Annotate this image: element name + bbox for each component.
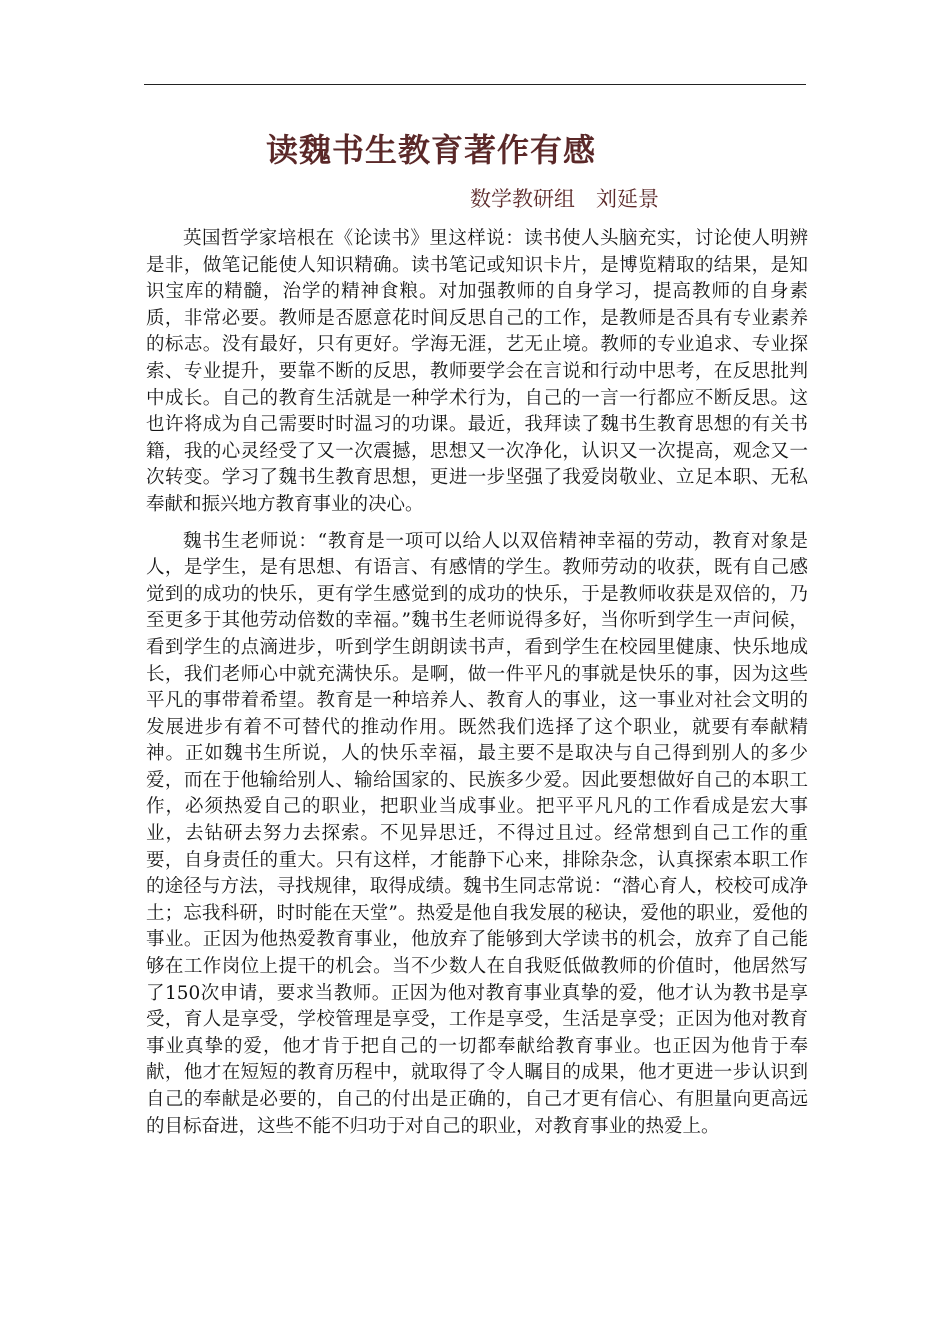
paragraph-1: 英国哲学家培根在《论读书》里这样说：读书使人头脑充实，讨论使人明辨是非，做笔记能使人知识精确。读书笔记或知识卡片，是博览精取的结果，是知识宝库的精髓，治学的精神食粮。对加强教师的自身学习，提高教师的自身素质，非常必要。教师是否愿意花时间反思自己的工作，是教师是否具有专业素养的标志。没有最好，只有更好。学海无涯，艺无止境。教师的专业追求、专业探索、专业提升，要靠不断的反思，教师要学会在言说和行动中思考，在反思批判中成长。自己的教育生活就是一种学术行为，自己的一言一行都应不断反思。这也许将成为自己需要时时温习的功课。最近，我拜读了魏书生教育思想的有关书籍，我的心灵经受了又一次震撼，思想又一次净化，认识又一次提高，观念又一次转变。学习了魏书生教育思想，更进一步坚强了我爱岗敬业、立足本职、无私奉献和振兴地方教育事业的决心。 [146,228,808,515]
document-body [146,226,808,1140]
paragraph-2: 魏书生老师说：“教育是一项可以给人以双倍精神幸福的劳动，教育对象是人，是学生，是有思想、有语言、有感情的学生。教师劳动的收获，既有自己感觉到的成功的快乐，更有学生感觉到的成功的快乐，于是教师收获是双倍的，乃至更多于其他劳动倍数的幸福。”魏书生老师说得多好，当你听到学生一声问候，看到学生的点滴进步，听到学生朗朗读书声，看到学生在校园里健康、快乐地成长，我们老师心中就充满快乐。是啊，做一件平凡的事就是快乐的事，因为这些平凡的事带着希望。教育是一种培养人、教育人的事业，这一事业对社会文明的发展进步有着不可替代的推动作用。既然我们选择了这个职业，就要有奉献精神。正如魏书生所说，人的快乐幸福，最主要不是取决与自己得到别人的多少爱，而在于他输给别人、输给国家的、民族多少爱。因此要想做好自己的本职工作，必须热爱自己的职业，把职业当成事业。把平平凡凡的工作看成是宏大事业，去钻研去努力去探索。不见异思迁，不得过且过。经常想到自己工作的重要，自身责任的重大。只有这样，才能静下心来，排除杂念，认真探索本职工作的途径与方法，寻找规律，取得成绩。魏书生同志常说：“潜心育人，校校可成净土；忘我科研，时时能在天堂”。热爱是他自我发展的秘诀，爱他的职业，爱他的事业。正因为他热爱教育事业，他放弃了能够到大学读书的机会，放弃了自己能够在工作岗位上提干的机会。当不少数人在自我贬低做教师的价值时，他居然写了150次申请，要求当教师。正因为他对教育事业真挚的爱，他才认为教书是享受，育人是享受，学校管理是享受，工作是享受，生活是享受；正因为他对教育事业真挚的爱，他才肯于把自己的一切都奉献给教育事业。也正因为他肯于奉献，他才在短短的教育历程中，就取得了令人瞩目的成果，他才更进一步认识到自己的奉献是必要的，自己的付出是正确的，自己才更有信心、有胆量向更高远的目标奋进，这些不能不归功于对自己的职业，对教育事业的热爱上。 [146,530,808,1137]
author-byline: 数学教研组 刘延景 [470,187,659,211]
document-title: 读魏书生教育著作有感 [266,131,597,169]
header-rule [144,84,806,85]
